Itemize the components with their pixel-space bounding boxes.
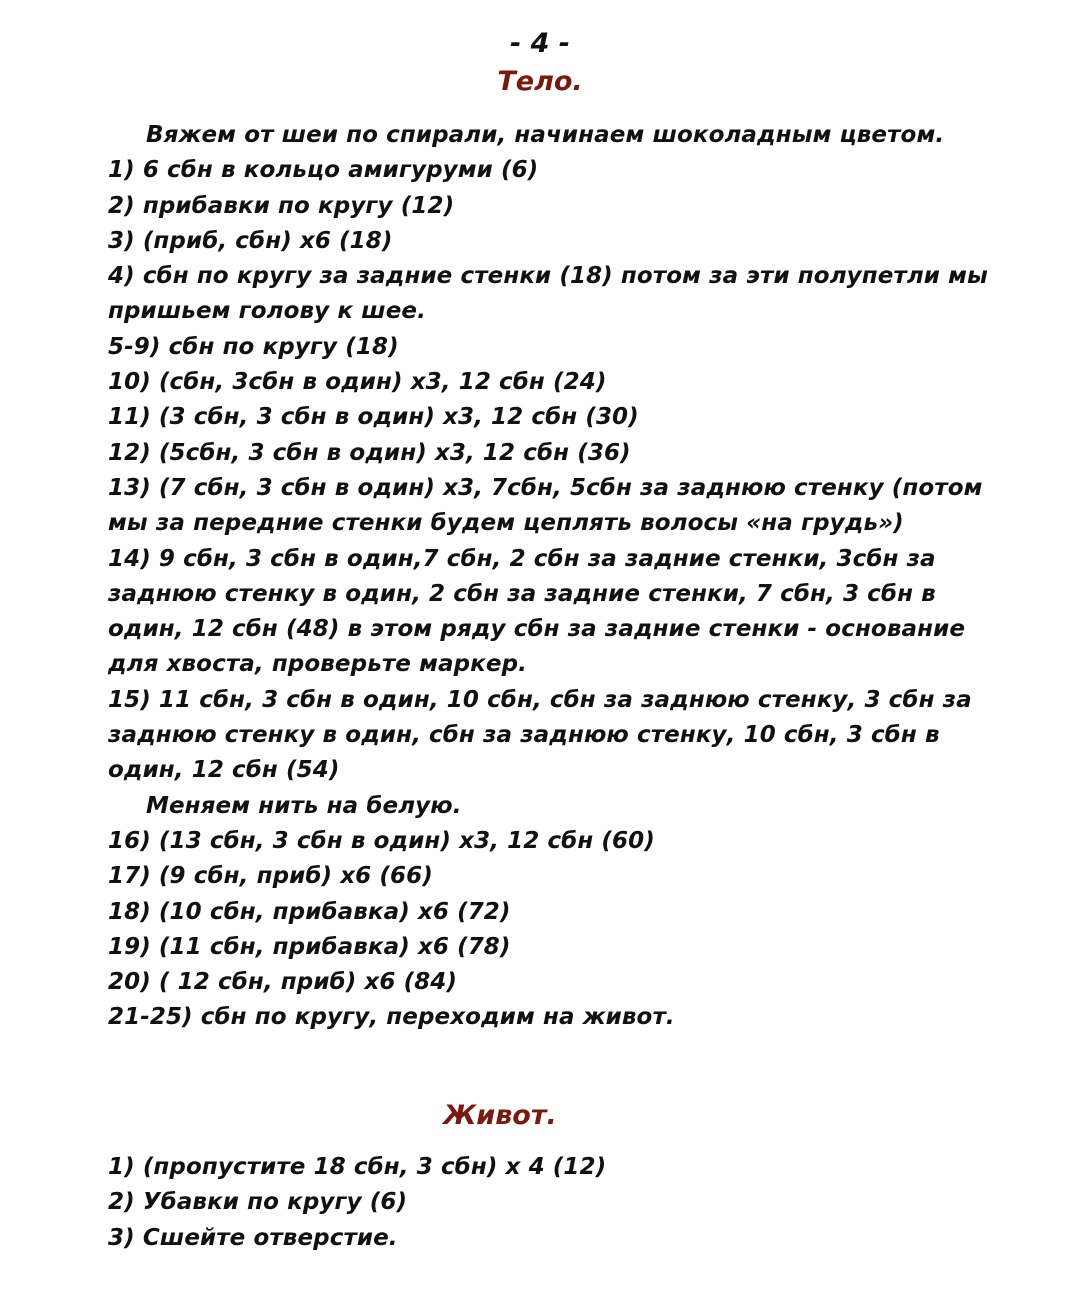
instruction-line: 2) Убавки по кругу (6) bbox=[108, 1189, 408, 1216]
instruction-line: 4) сбн по кругу за задние стенки (18) потом за эти полупетли мы bbox=[108, 263, 988, 290]
instruction-line: 2) прибавки по кругу (12) bbox=[108, 192, 455, 219]
page-number: - 4 - bbox=[510, 28, 570, 59]
instruction-line: 14) 9 сбн, 3 сбн в один,7 сбн, 2 сбн за задние стенки, 3сбн за bbox=[108, 545, 936, 572]
instruction-line: 10) (сбн, 3сбн в один) х3, 12 сбн (24) bbox=[108, 369, 607, 396]
instruction-line: 17) (9 сбн, приб) х6 (66) bbox=[108, 863, 433, 890]
instruction-line: мы за передние стенки будем цеплять волосы «на грудь») bbox=[108, 510, 904, 537]
instruction-line: 19) (11 сбн, прибавка) х6 (78) bbox=[108, 933, 511, 960]
instruction-line: 18) (10 сбн, прибавка) х6 (72) bbox=[108, 898, 511, 925]
belly-instructions bbox=[108, 1150, 988, 1256]
instruction-line: 20) ( 12 сбн, приб) х6 (84) bbox=[108, 969, 458, 996]
instruction-line: Меняем нить на белую. bbox=[146, 792, 462, 819]
instruction-line: 21-25) сбн по кругу, переходим на живот. bbox=[108, 1004, 675, 1031]
instruction-line: один, 12 сбн (54) bbox=[108, 757, 340, 784]
instruction-line: заднюю стенку в один, сбн за заднюю стенку, 10 сбн, 3 сбн в bbox=[108, 722, 940, 749]
instruction-line: 5-9) сбн по кругу (18) bbox=[108, 333, 399, 360]
instruction-line: 1) 6 сбн в кольцо амигуруми (6) bbox=[108, 157, 539, 184]
instruction-line: пришьем голову к шее. bbox=[108, 298, 426, 325]
instruction-line: 3) Сшейте отверстие. bbox=[108, 1224, 398, 1251]
instruction-line: 16) (13 сбн, 3 сбн в один) х3, 12 сбн (60) bbox=[108, 827, 655, 854]
instruction-line: 12) (5сбн, 3 сбн в один) х3, 12 сбн (36) bbox=[108, 439, 631, 466]
instruction-line: 15) 11 сбн, 3 сбн в один, 10 сбн, сбн за заднюю стенку, 3 сбн за bbox=[108, 686, 972, 713]
instruction-line: 1) (пропустите 18 сбн, 3 сбн) х 4 (12) bbox=[108, 1154, 607, 1180]
section-title-body: Тело. bbox=[497, 66, 583, 97]
instruction-line: 11) (3 сбн, 3 сбн в один) х3, 12 сбн (30) bbox=[108, 404, 639, 431]
instruction-line: Вяжем от шеи по спирали, начинаем шоколадным цветом. bbox=[146, 122, 945, 148]
instruction-line: 3) (приб, сбн) х6 (18) bbox=[108, 227, 393, 254]
body-instructions bbox=[108, 118, 988, 1036]
instruction-line: для хвоста, проверьте маркер. bbox=[108, 651, 527, 678]
instruction-line: один, 12 сбн (48) в этом ряду сбн за задние стенки - основание bbox=[108, 616, 966, 643]
instruction-line: 13) (7 сбн, 3 сбн в один) х3, 7сбн, 5сбн за заднюю стенку (потом bbox=[108, 474, 983, 501]
instruction-line: заднюю стенку в один, 2 сбн за задние стенки, 7 сбн, 3 сбн в bbox=[108, 580, 936, 607]
section-title-belly: Живот. bbox=[443, 1100, 557, 1131]
